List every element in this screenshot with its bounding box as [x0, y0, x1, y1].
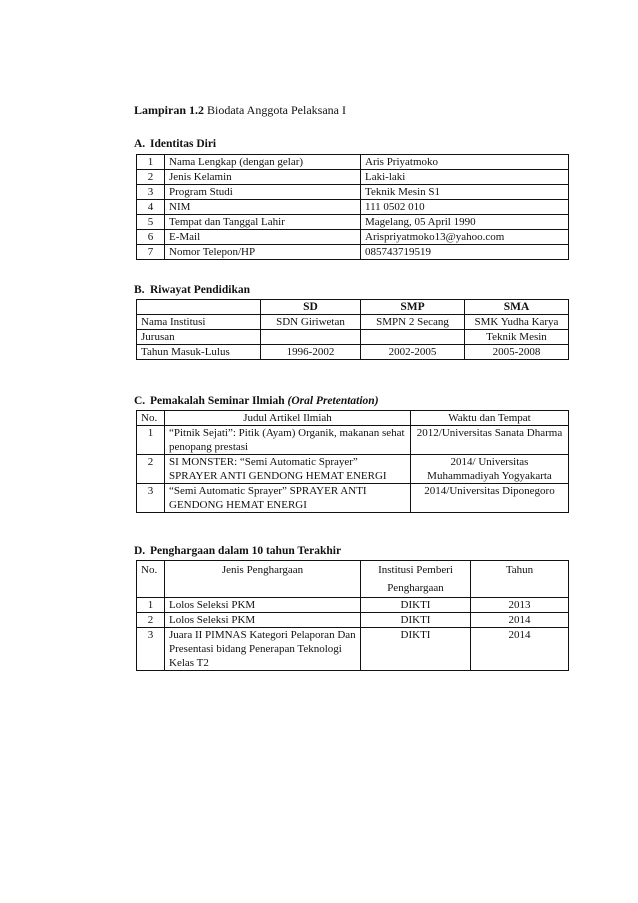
seminar-header-no: No. [137, 411, 165, 426]
title-label: Lampiran 1.2 [134, 103, 205, 117]
pendidikan-table [136, 299, 569, 360]
seminar-no: 3 [137, 484, 165, 513]
pendidikan-header-row [137, 300, 569, 315]
seminar-waktu: 2014/ Universitas Muhammadiyah Yogyakarta [411, 455, 569, 484]
penghargaan-header-tahun: Tahun [471, 561, 569, 598]
identitas-no: 6 [137, 230, 165, 245]
document-title [134, 103, 346, 118]
identitas-row [137, 185, 569, 200]
section-a-title: Identitas Diri [150, 138, 217, 150]
identitas-label: Nomor Telepon/HP [165, 245, 361, 260]
identitas-no: 7 [137, 245, 165, 260]
penghargaan-row [137, 613, 569, 628]
penghargaan-no: 1 [137, 598, 165, 613]
section-a-heading [134, 138, 216, 150]
identitas-label: Jenis Kelamin [165, 170, 361, 185]
pendidikan-label: Nama Institusi [137, 315, 261, 330]
section-d-heading [134, 545, 341, 557]
pendidikan-header-empty [137, 300, 261, 315]
identitas-row [137, 155, 569, 170]
header-smp: SMP [361, 300, 465, 315]
pendidikan-row [137, 345, 569, 360]
seminar-row [137, 455, 569, 484]
pendidikan-sma: SMK Yudha Karya [465, 315, 569, 330]
pendidikan-smp: SMPN 2 Secang [361, 315, 465, 330]
penghargaan-header-institusi: Institusi Pemberi Penghargaan [361, 561, 471, 598]
seminar-header-row [137, 411, 569, 426]
seminar-waktu: 2014/Universitas Diponegoro [411, 484, 569, 513]
seminar-row [137, 426, 569, 455]
section-c-letter: C. [134, 395, 146, 407]
penghargaan-institusi: DIKTI [361, 598, 471, 613]
seminar-judul: “Pitnik Sejati”: Pitik (Ayam) Organik, makanan sehat penopang prestasi [165, 426, 411, 455]
penghargaan-institusi: DIKTI [361, 628, 471, 671]
identitas-row [137, 200, 569, 215]
section-b-heading [134, 284, 250, 296]
section-b-letter: B. [134, 284, 145, 296]
penghargaan-header-row [137, 561, 569, 598]
section-d-title: Penghargaan dalam 10 tahun Terakhir [150, 545, 342, 557]
header-sd: SD [261, 300, 361, 315]
identitas-no: 2 [137, 170, 165, 185]
identitas-row [137, 245, 569, 260]
identitas-no: 3 [137, 185, 165, 200]
identitas-row [137, 170, 569, 185]
pendidikan-sd: 1996-2002 [261, 345, 361, 360]
identitas-label: Tempat dan Tanggal Lahir [165, 215, 361, 230]
header-sma: SMA [465, 300, 569, 315]
penghargaan-jenis: Lolos Seleksi PKM [165, 598, 361, 613]
pendidikan-sma: Teknik Mesin [465, 330, 569, 345]
seminar-header-waktu: Waktu dan Tempat [411, 411, 569, 426]
penghargaan-tahun: 2013 [471, 598, 569, 613]
identitas-label: Nama Lengkap (dengan gelar) [165, 155, 361, 170]
section-c-title-italic: (Oral Pretentation) [287, 395, 379, 407]
identitas-table [136, 154, 569, 260]
pendidikan-sd: SDN Giriwetan [261, 315, 361, 330]
penghargaan-row [137, 598, 569, 613]
seminar-waktu: 2012/Universitas Sanata Dharma [411, 426, 569, 455]
penghargaan-header-jenis: Jenis Penghargaan [165, 561, 361, 598]
identitas-value: Magelang, 05 April 1990 [361, 215, 569, 230]
section-a-letter: A. [134, 138, 146, 150]
penghargaan-table [136, 560, 569, 671]
seminar-row [137, 484, 569, 513]
section-c-title: Pemakalah Seminar Ilmiah [150, 395, 288, 407]
identitas-no: 5 [137, 215, 165, 230]
penghargaan-no: 3 [137, 628, 165, 671]
penghargaan-jenis: Juara II PIMNAS Kategori Pelaporan Dan Presentasi bidang Penerapan Teknologi Kelas T2 [165, 628, 361, 671]
penghargaan-jenis: Lolos Seleksi PKM [165, 613, 361, 628]
section-b-title: Riwayat Pendidikan [150, 284, 251, 296]
penghargaan-tahun: 2014 [471, 628, 569, 671]
penghargaan-no: 2 [137, 613, 165, 628]
identitas-label: E-Mail [165, 230, 361, 245]
pendidikan-smp: 2002-2005 [361, 345, 465, 360]
pendidikan-row [137, 330, 569, 345]
identitas-value: Arispriyatmoko13@yahoo.com [361, 230, 569, 245]
seminar-header-judul: Judul Artikel Ilmiah [165, 411, 411, 426]
penghargaan-row [137, 628, 569, 671]
identitas-value: 085743719519 [361, 245, 569, 260]
identitas-value: Aris Priyatmoko [361, 155, 569, 170]
pendidikan-sd [261, 330, 361, 345]
pendidikan-row [137, 315, 569, 330]
pendidikan-label: Jurusan [137, 330, 261, 345]
seminar-judul: “Semi Automatic Sprayer” SPRAYER ANTI GENDONG HEMAT ENERGI [165, 484, 411, 513]
pendidikan-smp [361, 330, 465, 345]
penghargaan-header-no: No. [137, 561, 165, 598]
identitas-no: 1 [137, 155, 165, 170]
pendidikan-label: Tahun Masuk-Lulus [137, 345, 261, 360]
identitas-no: 4 [137, 200, 165, 215]
penghargaan-institusi: DIKTI [361, 613, 471, 628]
seminar-judul: SI MONSTER: “Semi Automatic Sprayer” SPRAYER ANTI GENDONG HEMAT ENERGI [165, 455, 411, 484]
identitas-row [137, 230, 569, 245]
identitas-label: Program Studi [165, 185, 361, 200]
seminar-no: 2 [137, 455, 165, 484]
identitas-value: Laki-laki [361, 170, 569, 185]
penghargaan-tahun: 2014 [471, 613, 569, 628]
title-text: Biodata Anggota Pelaksana I [204, 103, 346, 117]
seminar-no: 1 [137, 426, 165, 455]
seminar-table [136, 410, 569, 513]
section-c-heading [134, 395, 379, 407]
identitas-row [137, 215, 569, 230]
section-d-letter: D. [134, 545, 146, 557]
pendidikan-sma: 2005-2008 [465, 345, 569, 360]
identitas-value: Teknik Mesin S1 [361, 185, 569, 200]
identitas-label: NIM [165, 200, 361, 215]
identitas-value: 111 0502 010 [361, 200, 569, 215]
